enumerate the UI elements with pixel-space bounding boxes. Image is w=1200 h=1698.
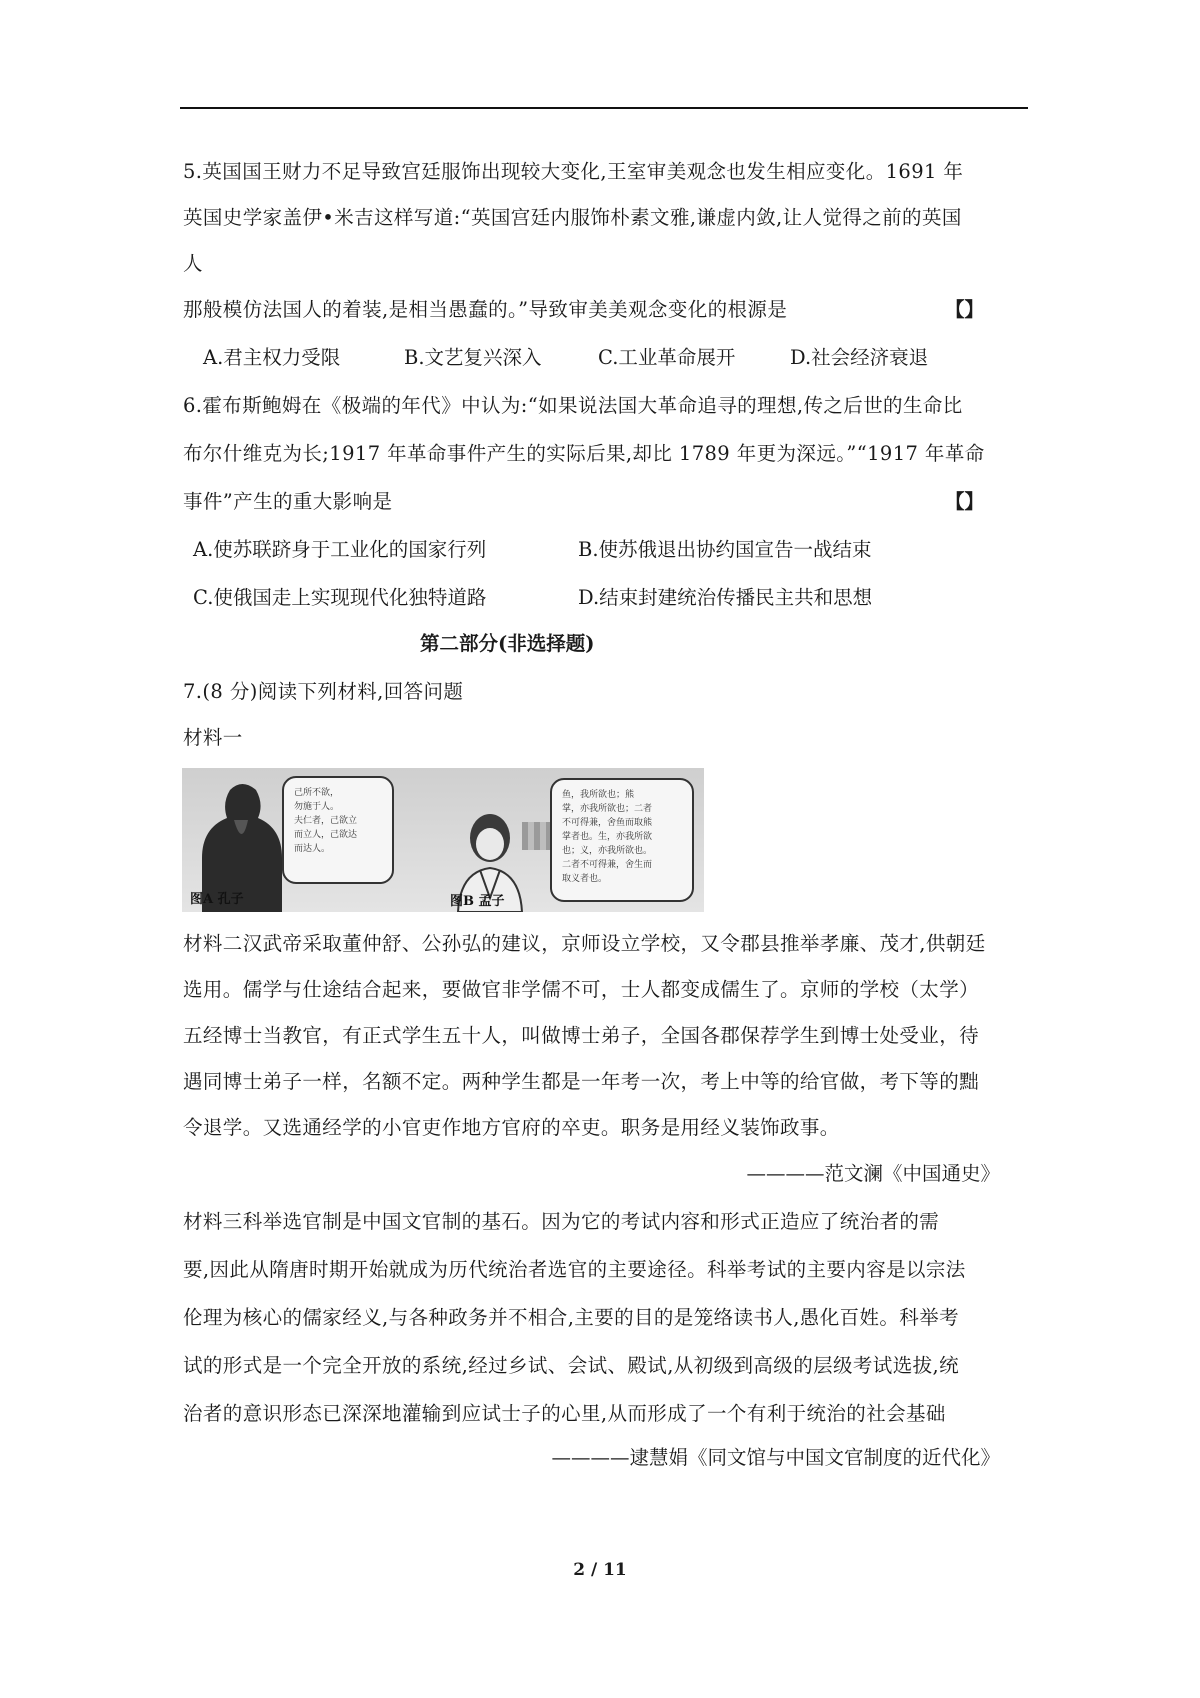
material3-line-5: 治者的意识形态已深深地灌输到应试士子的心里,从而形成了一个有利于统治的社会基础 bbox=[183, 1402, 946, 1425]
material2-source: ————范文澜《中国通史》 bbox=[746, 1162, 1000, 1185]
material2-line-5: 令退学。又选通经学的小官吏作地方官府的卒吏。职务是用经义装饰政事。 bbox=[183, 1116, 840, 1139]
material2-line-2: 选用。儒学与仕途结合起来，要做官非学儒不可，士人都变成儒生了。京师的学校（太学） bbox=[183, 978, 980, 1001]
part2-heading: 第二部分(非选择题) bbox=[420, 632, 595, 655]
material3-source: ————逮慧娟《同文馆与中国文官制度的近代化》 bbox=[551, 1446, 1000, 1469]
confucius-quote: 己所不欲， 勿施于人。 夫仁者，己欲立 而立人，己欲达 而达人。 bbox=[294, 788, 358, 854]
q5-option-b: B.文艺复兴深入 bbox=[404, 346, 542, 369]
confucius-speech-bubble bbox=[282, 776, 394, 884]
material1-figure bbox=[182, 768, 704, 912]
q6-option-d: D.结束封建统治传播民主共和思想 bbox=[578, 586, 873, 609]
q5-answer-bracket: 【】 bbox=[945, 298, 985, 321]
q6-answer-bracket: 【】 bbox=[945, 490, 985, 513]
material2-line-3: 五经博士当教官，有正式学生五十人，叫做博士弟子，全国各郡保荐学生到博士处受业，待 bbox=[183, 1024, 980, 1047]
q7-intro: 7.(8 分)阅读下列材料,回答问题 bbox=[183, 680, 464, 703]
q6-line-3: 事件”产生的重大影响是 bbox=[183, 490, 393, 513]
caption-confucius: 图A 孔子 bbox=[190, 892, 244, 907]
material3-line-3: 伦理为核心的儒家经义,与各种政务并不相合,主要的目的是笼络读书人,愚化百姓。科举考 bbox=[183, 1306, 959, 1329]
material3-line-1: 材料三科举选官制是中国文官制的基石。因为它的考试内容和形式正造应了统治者的需 bbox=[183, 1210, 940, 1233]
q6-option-a: A.使苏联跻身于工业化的国家行列 bbox=[193, 538, 487, 561]
mencius-speech-bubble bbox=[550, 778, 694, 902]
material3-line-2: 要,因此从隋唐时期开始就成为历代统治者选官的主要途径。科举考试的主要内容是以宗法 bbox=[183, 1258, 966, 1281]
q5-option-c: C.工业革命展开 bbox=[598, 346, 736, 369]
q5-line-1: 5.英国国王财力不足导致宫廷服饰出现较大变化,王室审美观念也发生相应变化。1691 年 bbox=[183, 160, 964, 183]
material3-line-4: 试的形式是一个完全开放的系统,经过乡试、会试、殿试,从初级到高级的层级考试选拔,统 bbox=[183, 1354, 959, 1377]
page-number: 2 / 11 bbox=[573, 1560, 627, 1580]
material1-label: 材料一 bbox=[183, 726, 243, 749]
header-rule bbox=[180, 107, 1028, 109]
q6-line-2: 布尔什维克为长;1917 年革命事件产生的实际后果,却比 1789 年更为深远。”“1917 年革命 bbox=[183, 442, 985, 465]
caption-mencius: 图B 孟子 bbox=[450, 894, 505, 909]
q6-line-1: 6.霍布斯鲍姆在《极端的年代》中认为:“如果说法国大革命追寻的理想,传之后世的生命比 bbox=[183, 394, 963, 417]
q6-option-c: C.使俄国走上实现现代化独特道路 bbox=[193, 586, 487, 609]
material2-line-1: 材料二汉武帝采取董仲舒、公孙弘的建议，京师设立学校，又令郡县推举孝廉、茂才,供朝廷 bbox=[183, 932, 986, 955]
q5-option-d: D.社会经济衰退 bbox=[790, 346, 929, 369]
q5-line-2: 英国史学家盖伊•米吉这样写道:“英国宫廷内服饰朴素文雅,谦虚内敛,让人觉得之前的英国 bbox=[183, 206, 962, 229]
q6-option-b: B.使苏俄退出协约国宣告一战结束 bbox=[578, 538, 872, 561]
q5-line-4: 那般模仿法国人的着装,是相当愚蠢的。”导致审美美观念变化的根源是 bbox=[183, 298, 788, 321]
q5-option-a: A.君主权力受限 bbox=[203, 346, 341, 369]
mencius-quote: 鱼，我所欲也；熊 掌，亦我所欲也；二者 不可得兼，舍鱼而取熊 掌者也。生，亦我所欲 也；义，亦我所欲也。 二者不可得兼，舍生而 取义者也。 bbox=[562, 790, 653, 884]
q5-line-3: 人 bbox=[183, 252, 203, 275]
material2-line-4: 遇同博士弟子一样，名额不定。两种学生都是一年考一次，考上中等的给官做，考下等的黜 bbox=[183, 1070, 980, 1093]
